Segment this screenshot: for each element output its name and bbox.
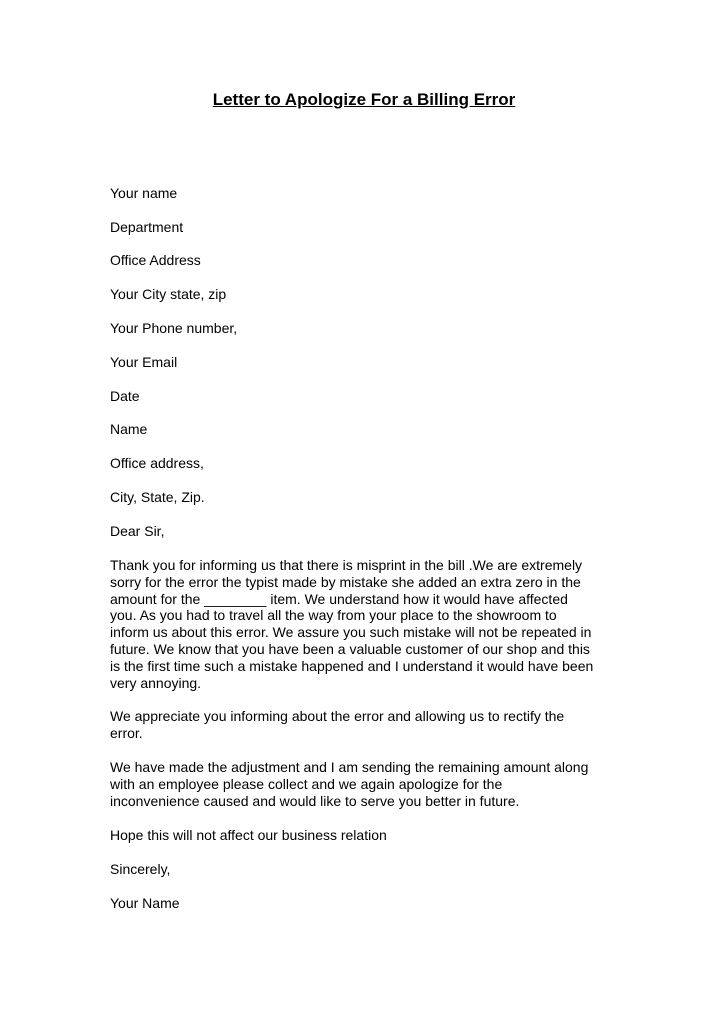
paragraph-line: We have made the adjustment and I am sending the remaining amount along [110,759,589,775]
paragraph-line: amount for the ________ item. We understand how it would have affected [110,590,568,607]
paragraph-line: very annoying. [110,674,202,691]
sender-department: Department [110,219,184,235]
recipient-city-state-zip: City, State, Zip. [110,489,205,505]
paragraph-line: is the first time such a mistake happened and I understand it would have been [110,657,594,674]
letter-date: Date [110,388,140,404]
body-paragraph-4 [110,827,630,844]
sender-office-address: Office Address [110,252,201,268]
sender-email: Your Email [110,354,178,370]
body-paragraph-1 [110,557,630,691]
closing: Sincerely, [110,861,171,877]
paragraph-line: future. We know that you have been a valuable customer of our shop and this [110,640,590,657]
salutation: Dear Sir, [110,523,165,539]
sender-phone: Your Phone number, [110,320,238,336]
signature-name: Your Name [110,895,180,911]
paragraph-line: Thank you for informing us that there is misprint in the bill .We are extremely [110,557,583,573]
document-title: Letter to Apologize For a Billing Error [212,90,516,109]
paragraph-line: Hope this will not affect our business relation [110,827,387,843]
paragraph-line: with an employee please collect and we again apologize for the [110,775,503,792]
body-paragraph-3 [110,759,630,809]
paragraph-line: error. [110,724,143,741]
paragraph-line: you. As you had to travel all the way from your place to the showroom to [110,607,557,624]
paragraph-line: sorry for the error the typist made by mistake she added an extra zero in the [110,573,581,590]
sender-name: Your name [110,185,178,201]
paragraph-line: We appreciate you informing about the error and allowing us to rectify the [110,708,565,724]
paragraph-line: inform us about this error. We assure you such mistake will not be repeated in [110,624,592,641]
sender-city-state-zip: Your City state, zip [110,286,227,302]
recipient-name: Name [110,421,148,437]
recipient-office-address: Office address, [110,455,204,471]
body-paragraph-2 [110,708,630,742]
paragraph-line: inconvenience caused and would like to serve you better in future. [110,792,520,809]
